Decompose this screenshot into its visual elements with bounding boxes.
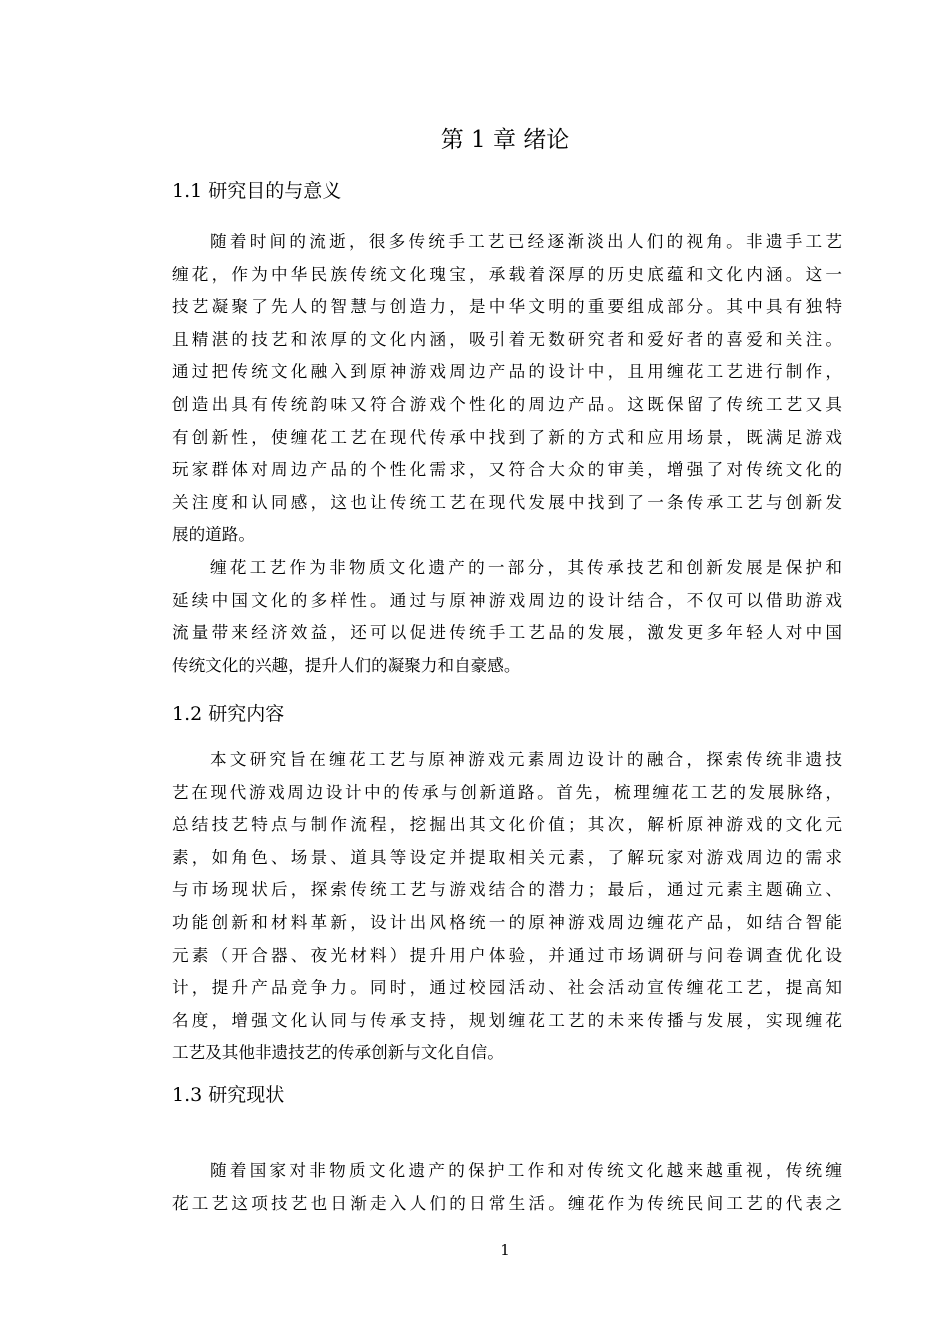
text-line: 艺在现代游戏周边设计中的传承与创新道路。首先，梳理缠花工艺的发展脉络， bbox=[172, 782, 842, 802]
text-line: 技艺凝聚了先人的智慧与创造力，是中华文明的重要组成部分。其中具有独特 bbox=[172, 297, 842, 317]
text-line: 素，如角色、场景、道具等设定并提取相关元素，了解玩家对游戏周边的需求 bbox=[172, 847, 842, 867]
text-line: 名度，增强文化认同与传承支持，规划缠花工艺的未来传播与发展，实现缠花 bbox=[172, 1010, 842, 1030]
text-line: 创造出具有传统韵味又符合游戏个性化的周边产品。这既保留了传统工艺又具 bbox=[172, 394, 842, 414]
text-line: 缠花工艺作为非物质文化遗产的一部分，其传承技艺和创新发展是保护和 bbox=[210, 558, 842, 577]
text-line: 玩家群体对周边产品的个性化需求，又符合大众的审美，增强了对传统文化的 bbox=[172, 460, 842, 480]
text-line: 通过把传统文化融入到原神游戏周边产品的设计中，且用缠花工艺进行制作， bbox=[172, 362, 842, 382]
text-line: 有创新性，使缠花工艺在现代传承中找到了新的方式和应用场景，既满足游戏 bbox=[172, 427, 842, 447]
text-line: 缠花，作为中华民族传统文化瑰宝，承载着深厚的历史底蕴和文化内涵。这一 bbox=[172, 264, 842, 284]
text-line: 元素（开合器、夜光材料）提升用户体验，并通过市场调研与问卷调查优化设 bbox=[172, 945, 842, 965]
text-line: 关注度和认同感，这也让传统工艺在现代发展中找到了一条传承工艺与创新发 bbox=[172, 492, 842, 512]
paragraph-1-3-a bbox=[172, 1155, 842, 1220]
text-line: 计，提升产品竞争力。同时，通过校园活动、社会活动宣传缠花工艺，提高知 bbox=[172, 978, 842, 998]
text-line: 总结技艺特点与制作流程，挖掘出其文化价值；其次，解析原神游戏的文化元 bbox=[172, 815, 842, 835]
text-line: 延续中国文化的多样性。通过与原神游戏周边的设计结合，不仅可以借助游戏 bbox=[172, 590, 842, 610]
section-heading-1-2: 1.2 研究内容 bbox=[172, 703, 285, 725]
paragraph-1-2-a bbox=[172, 744, 842, 1070]
chapter-title: 第 1 章 绪论 bbox=[440, 127, 570, 153]
paragraph-1-1-a bbox=[172, 226, 842, 552]
text-line: 功能创新和材料革新，设计出风格统一的原神游戏周边缠花产品，如结合智能 bbox=[172, 912, 842, 932]
text-line: 传统文化的兴趣，提升人们的凝聚力和自豪感。 bbox=[172, 655, 521, 675]
page-number: 1 bbox=[500, 1241, 510, 1259]
text-line: 随着时间的流逝，很多传统手工艺已经逐渐淡出人们的视角。非遗手工艺 bbox=[210, 232, 842, 251]
section-heading-1-1: 1.1 研究目的与意义 bbox=[172, 180, 342, 202]
text-line: 本文研究旨在缠花工艺与原神游戏元素周边设计的融合，探索传统非遗技 bbox=[210, 750, 842, 769]
text-line: 展的道路。 bbox=[172, 525, 255, 545]
text-line: 随着国家对非物质文化遗产的保护工作和对传统文化越来越重视，传统缠 bbox=[210, 1161, 842, 1180]
paragraph-1-1-b bbox=[172, 552, 842, 682]
text-line: 且精湛的技艺和浓厚的文化内涵，吸引着无数研究者和爱好者的喜爱和关注。 bbox=[172, 329, 842, 349]
text-line: 流量带来经济效益，还可以促进传统手工艺品的发展，激发更多年轻人对中国 bbox=[172, 623, 842, 643]
section-heading-1-3: 1.3 研究现状 bbox=[172, 1084, 285, 1106]
text-line: 与市场现状后，探索传统工艺与游戏结合的潜力；最后，通过元素主题确立、 bbox=[172, 880, 842, 900]
text-line: 工艺及其他非遗技艺的传承创新与文化自信。 bbox=[172, 1043, 504, 1063]
text-line: 花工艺这项技艺也日渐走入人们的日常生活。缠花作为传统民间工艺的代表之 bbox=[172, 1193, 842, 1213]
